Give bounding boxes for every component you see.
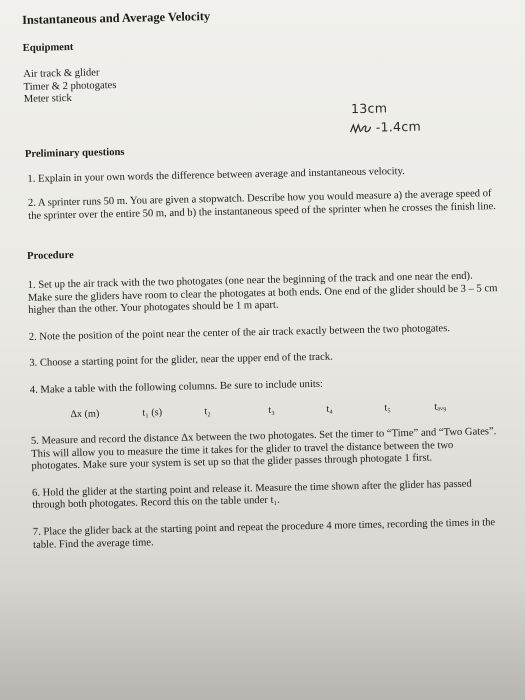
equipment-item: Meter stick — [23, 93, 72, 106]
equipment-heading: Equipment — [22, 41, 74, 54]
procedure-heading: Procedure — [26, 250, 74, 263]
column-header: t₂ — [204, 405, 211, 417]
equipment-item: Timer & 2 photogates — [23, 79, 117, 93]
scribble-icon — [349, 122, 371, 134]
handwritten-note-1-4cm: -1.4cm — [375, 118, 422, 135]
column-header: Δx (m) — [70, 407, 100, 420]
preliminary-question-2: 2. A sprinter runs 50 m. You are given a stopwatch. Describe how you would measure a) the average speed of the sprinter over the entire 50 m, and b) the instantaneous speed of the sprinter when he crosses the finish line. — [27, 188, 497, 222]
column-header: t₁ (s) — [142, 406, 163, 419]
equipment-item: Air track & glider — [23, 67, 100, 81]
procedure-step-6: 6. Hold the glider at the starting point and release it. Measure the time shown after the glider has passed through both photogates. Record this on the table under t₁. — [31, 478, 472, 512]
handwritten-note-13cm: 13cm — [350, 100, 388, 117]
procedure-step-4: 4. Make a table with the following columns. Be sure to include units: — [29, 378, 323, 396]
preliminary-heading: Preliminary questions — [24, 146, 125, 160]
equipment-list — [23, 59, 494, 107]
procedure-step-3: 3. Choose a starting point for the glider, near the upper end of the track. — [29, 351, 333, 370]
page-title: Instantaneous and Average Velocity — [21, 9, 211, 27]
worksheet — [22, 4, 503, 552]
handwritten-note-line2 — [349, 118, 422, 135]
column-header: t₅ — [384, 401, 391, 413]
column-header: tₐᵥ₉ — [434, 400, 447, 412]
column-header: t₃ — [268, 404, 275, 416]
preliminary-question-1: 1. Explain in your own words the difference between average and instantaneous velocity. — [27, 165, 405, 185]
procedure-step-5: 5. Measure and record the distance Δx between the two photogates. Set the timer to “Time” and “Two Gates”. This will allow you to measure the time it takes for the glider to travel the distance between the two photogates. Make sure your system is set up so that the glider passes through photogate 1 first. — [30, 426, 497, 473]
photo-shadow — [0, 580, 525, 700]
column-header: t₄ — [326, 403, 333, 415]
procedure-step-7: 7. Place the glider back at the starting point and repeat the procedure 4 more times, recording the times in the table. Find the average time. — [32, 517, 496, 551]
table-columns — [70, 400, 500, 422]
procedure-step-1: 1. Set up the air track with the two photogates (one near the beginning of the track and one near the end). Make sure the gliders have room to clear the photogates at both ends. One end of the glider should be 3 – 5 cm higher than the other. Your photogates should be 1 m apart. — [27, 270, 498, 317]
procedure-step-2: 2. Note the position of the point near the center of the air track exactly between the two photogates. — [28, 322, 451, 343]
